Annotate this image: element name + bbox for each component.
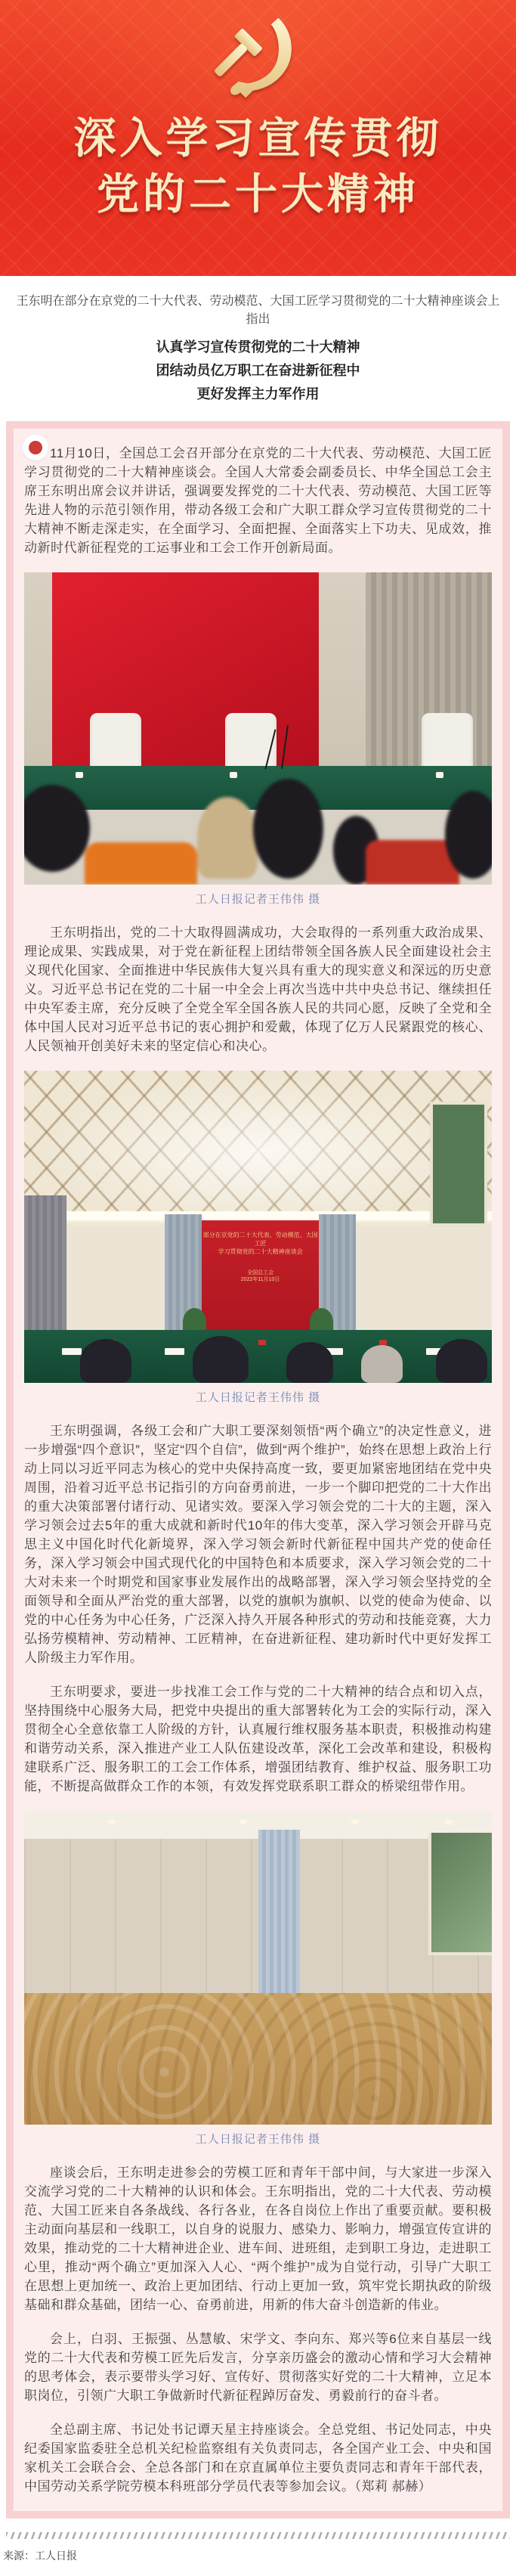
red-screen (202, 1220, 319, 1336)
paper (165, 1348, 184, 1355)
photo-figure-2 (24, 1071, 492, 1405)
name-placard (379, 1340, 387, 1345)
paragraph-7: 全总副主席、书记处书记谭天星主持座谈会。全总党组、书记处同志，中央纪委国家监委驻全总机关纪检监察组有关负责同志，各全国产业工会、中央和国家机关工会联合会、全总各部门和在京直属单位主要负责同志和青年干部代表，中国劳动关系学院劳模本科班部分学员代表等参加会议。（郑莉 郝赫） (24, 2423, 492, 2494)
name-placard (258, 1340, 266, 1345)
red-dot-decoration (23, 435, 48, 460)
banner-title-line2: 党的二十大精神 (97, 172, 419, 219)
screen-text-line3: 全国总工会 (247, 1270, 274, 1276)
photo-figure-3 (24, 1811, 492, 2147)
landscape-painting (430, 1102, 487, 1226)
attendee-back (436, 1339, 487, 1383)
headline-line2: 团结动员亿万职工在奋进新征程中 (156, 363, 360, 378)
attendee-back (361, 1345, 403, 1383)
red-jacket-worker (366, 840, 459, 885)
headline (0, 336, 516, 406)
photo-caption: 工人日报记者王伟伟 摄 (195, 1391, 321, 1404)
coffered-ceiling (24, 1071, 492, 1217)
paragraph-2: 王东明指出，党的二十大取得圆满成功，大会取得的一系列重大政治成果、理论成果、实践成果，对于党在新征程上团结带领全国各族人民全面建设社会主义现代化国家、全面推进中华民族伟大复兴具有重大的现实意义和深远的历史意义。习近平总书记在党的二十届一中全会上再次当选中共中央总书记、继续担任中央军委主席，充分反映了全党全军全国各族人民的共同心愿，反映了全党和全体中国人民对习近平总书记的衷心拥护和爱戴，体现了亿万人民紧跟党的核心、人民领袖开创美好未来的坚定信心和决心。 (24, 925, 492, 1053)
paragraph-4: 王东明要求，要进一步找准工会工作与党的二十大精神的结合点和切入点，坚持围绕中心服务大局，把党中央提出的重大部署转化为工会的实际行动，深入贯彻全心全意依靠工人阶级的方针，认真履行维权服务基本职责，积极推动构建和谐劳动关系，深入推进产业工人队伍建设改革，深化工会改革和建设，积极构建联系广泛、服务职工的工会工作体系，增强团结教育、维护权益、服务职工功能，不断提高做群众工作的本领，有效发挥党联系职工群众的桥梁纽带作用。 (24, 1685, 492, 1793)
cove-light (24, 1211, 492, 1220)
photo-group-exchange (24, 1811, 492, 2125)
paragraph-6: 会上，白羽、王振强、丛慧敏、宋学文、李向东、郑兴等6位来自基层一线党的二十大代表和劳模工匠先后发言，分享亲历盛会的激动心情和学习大会精神的思考体会，表示要带头学习好、宣传好、贯彻落实好党的二十大精神，立足本职岗位，引领广大职工争做新时代新征程踔厉奋发、勇毅前行的奋斗者。 (24, 2332, 492, 2403)
attendee-back (193, 1336, 249, 1383)
foreground-blur (24, 760, 492, 885)
photo-figure-1 (24, 572, 492, 907)
footer (0, 2548, 516, 2563)
banner-title-line1: 深入学习宣传贯彻 (73, 116, 443, 163)
attendee-back (80, 1339, 131, 1383)
photo-caption: 工人日报记者王伟伟 摄 (195, 893, 321, 906)
photo-caption: 工人日报记者王伟伟 摄 (195, 2133, 321, 2146)
chair-back (197, 797, 258, 878)
flower-painting (428, 1833, 492, 1955)
audience-head (24, 785, 90, 873)
screen-text-line2: 学习贯彻党的二十大精神座谈会 (218, 1248, 303, 1256)
audience-head (445, 791, 492, 879)
orange-jacket-worker (85, 842, 197, 885)
subtitle-line1: 王东明在部分在京党的二十大代表、劳动模范、大国工匠学习贯彻党的二十大精神座谈会上 (16, 295, 500, 308)
curtain (258, 1830, 301, 1993)
paper (62, 1348, 82, 1355)
headline-line1: 认真学习宣传贯彻党的二十大精神 (156, 339, 360, 355)
source-label: 来源：工人日报 (3, 2550, 77, 2562)
subtitle (0, 293, 516, 329)
screen-text-line1: 部分在京党的二十大代表、劳动模范、大国工匠 (202, 1232, 318, 1248)
subtitle-line2: 指出 (246, 313, 270, 326)
photo-meeting-speech (24, 572, 492, 885)
screen-text-line4: 2022年11月10日 (240, 1277, 280, 1283)
headline-line3: 更好发挥主力军作用 (196, 386, 320, 401)
audience-head (253, 779, 323, 879)
article-box (6, 421, 510, 2519)
patterned-carpet (24, 1993, 492, 2125)
paragraph-1: 11月10日，全国总工会召开部分在京党的二十大代表、劳动模范、大国工匠学习贯彻党的二十大精神座谈会。全国人大常委会副委员长、中华全国总工会主席王东明出席会议并讲话，强调要发挥党的二十大代表、劳动模范、大国工匠等先进人物的示范引领作用，带动各级工会和广大职工群众学习宣传贯彻党的二十大精神不断走深走实，在全面学习、全面把握、全面落实上下功夫、见成效，推动新时代新征程党的工运事业和工会工作开创新局面。 (24, 446, 492, 555)
party-emblem-icon (213, 12, 304, 107)
attendee-back (286, 1342, 333, 1383)
left-curtain (24, 1195, 66, 1336)
hatched-divider (6, 2532, 510, 2539)
paragraph-5: 座谈会后，王东明走进参会的劳模工匠和青年干部中间，与大家进一步深入交流学习党的二十大精神的认识和体会。王东明指出，党的二十大代表、劳动模范、大国工匠来自各条战线、各行各业，在各自岗位上作出了重要贡献。要积极主动面向基层和一线职工，以自身的说服力、感染力、影响力，增强宣传宣讲的效果，推动党的二十大精神进企业、进车间、进班组，走到职工身边，走进职工心里，推动“两个确立”更加深入人心、“两个维护”成为自觉行动，引导广大职工在思想上更加统一、政治上更加团结、行动上更加一致，筑牢党长期执政的阶级基础和群众基础，团结一心、奋勇前进，用新的伟大奋斗创造新的伟业。 (24, 2165, 492, 2312)
banner (0, 0, 516, 276)
paragraph-3: 王东明强调，各级工会和广大职工要深刻领悟“两个确立”的决定性意义，进一步增强“四个意识”，坚定“四个自信”，做到“两个维护”，始终在思想上政治上行动上同以习近平同志为核心的党中央保持高度一致，要更加紧密地团结在党中央周围，沿着习近平总书记指引的方向奋勇前进，一步一个脚印把党的二十大作出的重大决策部署付诸行动、见诸实效。要深入学习领会党的二十大的主题，深入学习领会过去5年的重大成就和新时代10年的伟大变革，深入学习领会开辟马克思主义中国化时代化新境界，深入学习领会新时代新征程中国共产党的使命任务，深入学习领会中国式现代化的中国特色和本质要求，深入学习领会党的二十大对未来一个时期党和国家事业发展作出的战略部署，深入学习领会坚持党的全面领导和全面从严治党的重大部署，以党的旗帜为旗帜、以党的使命为使命、以党的中心任务为中心任务，广泛深入持久开展各种形式的劳动和技能竞赛，大力弘扬劳模精神、劳动精神、工匠精神，在奋进新征程、建功新时代中更好发挥工人阶级主力军作用。 (24, 1424, 492, 1665)
photo-conference-room (24, 1071, 492, 1383)
